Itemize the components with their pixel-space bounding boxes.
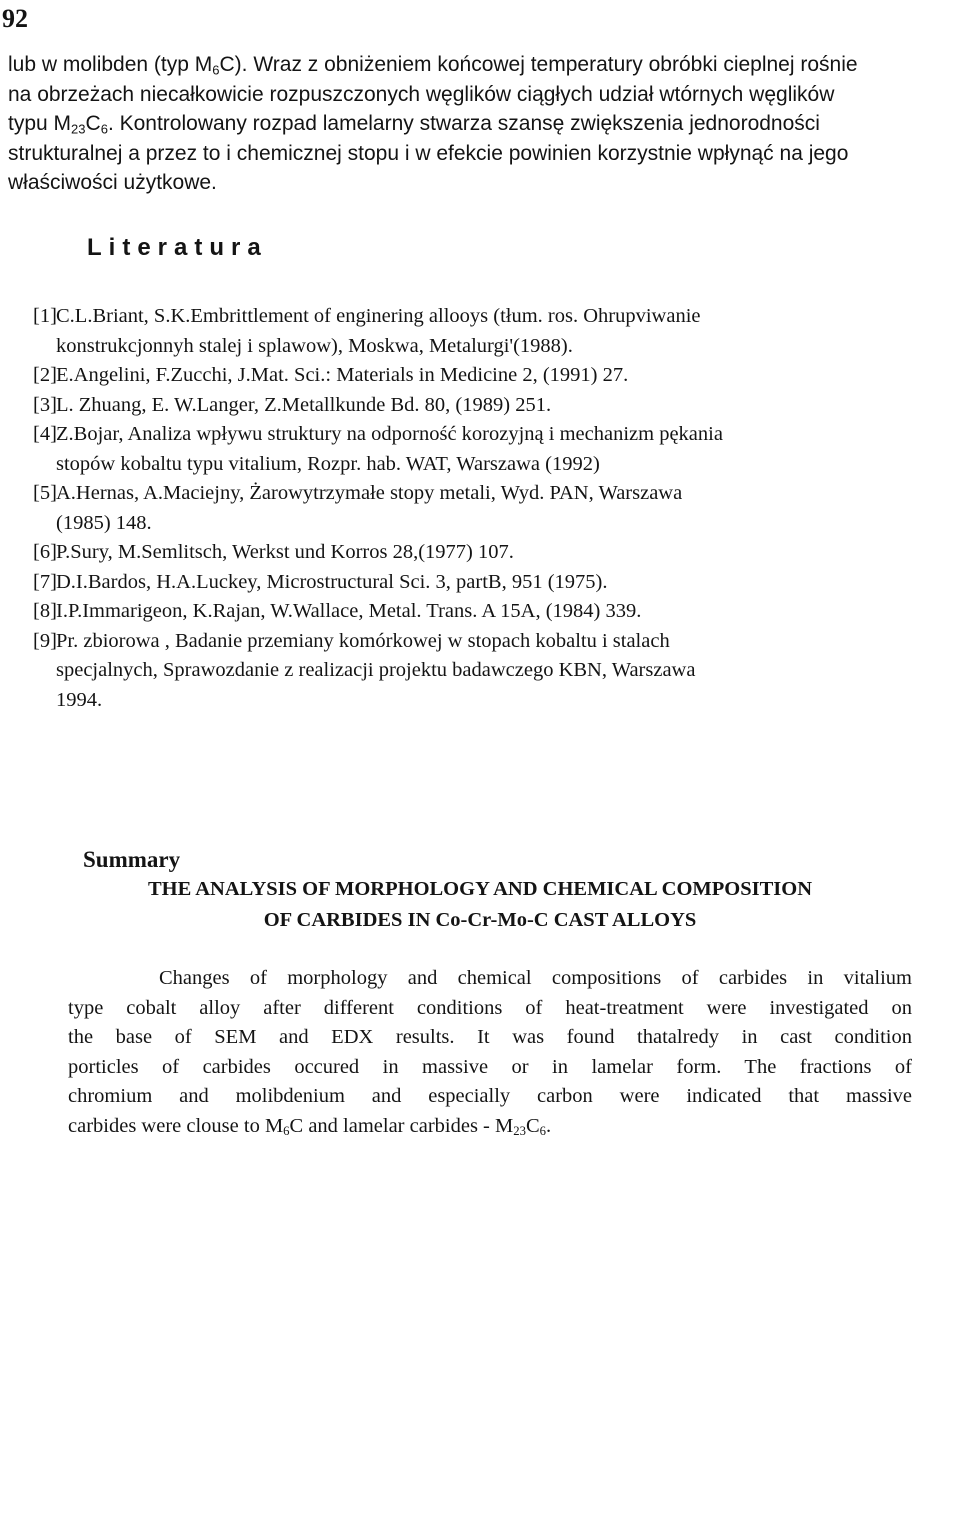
reference-number: [9]	[33, 629, 57, 652]
intro-line: typu $M_{23}C_6$. Kontrolowany rozpad lamelarny stwarza szansę zwiększenia jednorodności	[8, 112, 820, 137]
summary-abstract	[68, 964, 912, 1141]
reference-number: [6]	[33, 541, 57, 563]
reference-continuation: (1985) 148.	[56, 511, 152, 534]
intro-line: właściwości użytkowe.	[8, 171, 217, 194]
abstract-line: Changes of morphology and chemical compositions of carbides in vitalium	[159, 967, 912, 989]
reference-text: L. Zhuang, E. W.Langer, Z.Metallkunde Bd. 80, (1989) 251.	[56, 393, 552, 416]
reference-text: Z.Bojar, Analiza wpływu struktury na odporność korozyjną i mechanizm pękania	[56, 423, 723, 445]
intro-line: na obrzeżach niecałkowicie rozpuszczonych węglików ciągłych udział wtórnych węglików	[8, 82, 835, 106]
intro-line: strukturalnej a przez to i chemicznej stopu i w efekcie powinien korzystnie wpłynąć na jego	[8, 141, 849, 165]
intro-paragraph	[8, 50, 952, 198]
reference-item	[33, 597, 943, 627]
intro-line: lub w molibden (typ $M_6C$). Wraz z obniżeniem końcowej temperatury obróbki cieplnej rośnie	[8, 53, 858, 78]
reference-continuation: konstrukcjonnyh stalej i splawow), Moskwa, Metalurgi'(1988).	[56, 334, 573, 357]
reference-text: C.L.Briant, S.K.Embrittlement of enginering allooys (tłum. ros. Ohrupviwanie	[56, 305, 701, 327]
reference-number: [4]	[33, 423, 57, 445]
reference-number: [1]	[33, 305, 57, 327]
reference-item	[33, 302, 943, 361]
reference-item	[33, 538, 943, 568]
abstract-line: chromium and molibdenium and especially carbon were indicated that massive	[68, 1085, 912, 1107]
reference-number: [3]	[33, 393, 57, 416]
reference-item	[33, 361, 943, 391]
reference-item	[33, 479, 943, 538]
reference-text: Pr. zbiorowa , Badanie przemiany komórkowej w stopach kobaltu i stalach	[56, 629, 670, 652]
abstract-line: carbides were clouse to $M_6C$ and lamelar carbides - $M_{23}C_6$.	[68, 1114, 552, 1138]
reference-continuation: stopów kobaltu typu vitalium, Rozpr. hab. WAT, Warszawa (1992)	[56, 452, 600, 475]
reference-text: P.Sury, M.Semlitsch, Werkst und Korros 28,(1977) 107.	[56, 541, 514, 563]
reference-item	[33, 420, 943, 479]
reference-continuation: 1994.	[56, 688, 103, 711]
abstract-line: the base of SEM and EDX results. It was found thatalredy in cast condition	[68, 1026, 912, 1048]
reference-continuation: specjalnych, Sprawozdanie z realizacji projektu badawczego KBN, Warszawa	[56, 659, 696, 681]
abstract-line: type cobalt alloy after different conditions of heat-treatment were investigated on	[68, 996, 912, 1019]
summary-heading: Summary	[83, 847, 181, 872]
abstract-line: porticles of carbides occured in massive or in lamelar form. The fractions of	[68, 1055, 912, 1078]
english-title-line: THE ANALYSIS OF MORPHOLOGY AND CHEMICAL COMPOSITION	[147, 878, 813, 900]
reference-list	[33, 302, 943, 715]
reference-number: [2]	[33, 364, 57, 386]
english-title-line: OF CARBIDES IN Co-Cr-Mo-C CAST ALLOYS	[263, 909, 697, 931]
reference-text: A.Hernas, A.Maciejny, Żarowytrzymałe stopy metali, Wyd. PAN, Warszawa	[56, 482, 683, 504]
reference-number: [8]	[33, 600, 57, 622]
literature-heading: Literatura	[87, 234, 268, 261]
reference-item	[33, 627, 943, 716]
reference-number: [5]	[33, 482, 57, 504]
reference-text: E.Angelini, F.Zucchi, J.Mat. Sci.: Materials in Medicine 2, (1991) 27.	[56, 364, 629, 386]
reference-text: I.P.Immarigeon, K.Rajan, W.Wallace, Metal. Trans. A 15A, (1984) 339.	[56, 600, 642, 622]
reference-item	[33, 568, 943, 598]
reference-number: [7]	[33, 570, 57, 593]
reference-item	[33, 391, 943, 421]
reference-text: D.I.Bardos, H.A.Luckey, Microstructural Sci. 3, partB, 951 (1975).	[56, 570, 608, 593]
page-number: 92	[2, 4, 28, 33]
